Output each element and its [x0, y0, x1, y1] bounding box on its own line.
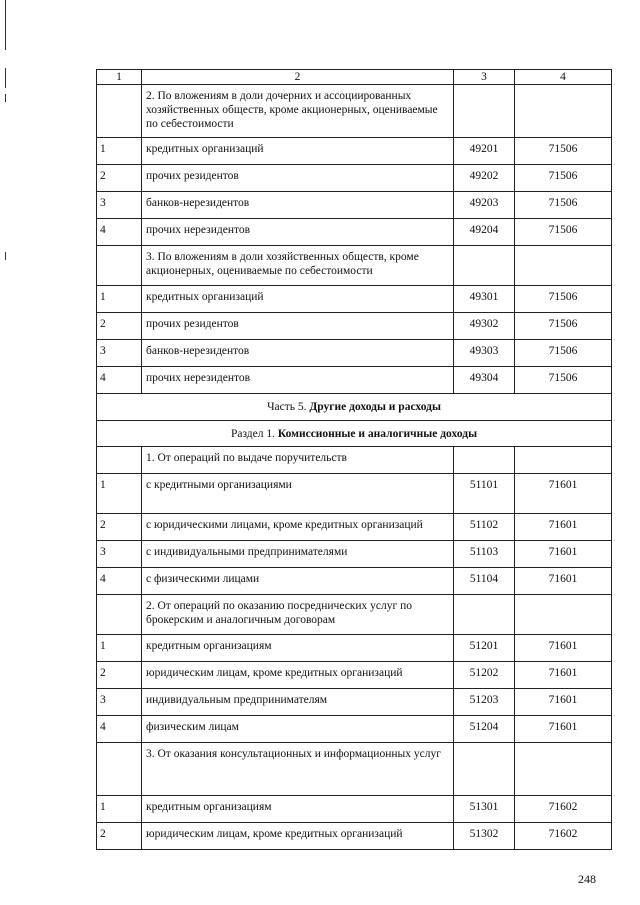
item-name-cell: банков-нерезидентов: [142, 192, 454, 219]
table-row: [97, 340, 612, 367]
symbol-cell: 71601: [515, 662, 612, 689]
code-cell: 49303: [454, 340, 515, 367]
symbol-cell: 71601: [515, 541, 612, 568]
group-title-cell: 3. По вложениям в доли хозяйственных обществ, кроме акционерных, оцениваемые по себестоимости: [142, 246, 454, 286]
scan-margin-mark: [5, 94, 6, 102]
code-cell: 51201: [454, 635, 515, 662]
scan-margin-mark: [5, 252, 6, 260]
table-row: [97, 192, 612, 219]
group-title-cell: 3. От оказания консультационных и информационных услуг: [142, 743, 454, 796]
code-cell: 49301: [454, 286, 515, 313]
symbol-cell: 71506: [515, 286, 612, 313]
symbol-cell: 71602: [515, 796, 612, 823]
account-table-body: [97, 70, 612, 850]
section-heading-title: Комиссионные и аналогичные доходы: [277, 427, 478, 440]
symbol-cell: 71601: [515, 474, 612, 514]
row-number-cell: 2: [97, 823, 142, 850]
item-name-cell: кредитных организаций: [142, 138, 454, 165]
row-number-cell: [97, 246, 142, 286]
table-row: [97, 514, 612, 541]
symbol-cell: 71506: [515, 138, 612, 165]
row-number-cell: [97, 595, 142, 635]
section-heading-prefix: Раздел 1.: [230, 427, 278, 440]
symbol-cell: [515, 246, 612, 286]
row-number-cell: 4: [97, 716, 142, 743]
scan-margin-mark: [5, 68, 6, 88]
group-heading-row: [97, 743, 612, 796]
group-title-cell: 1. От операций по выдаче поручительств: [142, 447, 454, 474]
row-number-cell: 3: [97, 689, 142, 716]
item-name-cell: с юридическими лицами, кроме кредитных организаций: [142, 514, 454, 541]
code-cell: 49203: [454, 192, 515, 219]
symbol-cell: 71506: [515, 219, 612, 246]
code-cell: [454, 447, 515, 474]
code-cell: 51102: [454, 514, 515, 541]
item-name-cell: с кредитными организациями: [142, 474, 454, 514]
item-name-cell: физическим лицам: [142, 716, 454, 743]
item-name-cell: индивидуальным предпринимателям: [142, 689, 454, 716]
column-1-header: 1: [97, 70, 142, 85]
code-cell: 51103: [454, 541, 515, 568]
symbol-cell: [515, 595, 612, 635]
group-heading-row: [97, 85, 612, 138]
section-heading-row: [97, 421, 612, 447]
symbol-cell: 71601: [515, 635, 612, 662]
table-row: [97, 165, 612, 192]
table-row: [97, 541, 612, 568]
row-number-cell: 2: [97, 514, 142, 541]
code-cell: 51204: [454, 716, 515, 743]
item-name-cell: юридическим лицам, кроме кредитных организаций: [142, 662, 454, 689]
code-cell: [454, 85, 515, 138]
row-number-cell: 3: [97, 340, 142, 367]
item-name-cell: кредитным организациям: [142, 635, 454, 662]
table-row: [97, 367, 612, 394]
code-cell: 51202: [454, 662, 515, 689]
symbol-cell: 71506: [515, 165, 612, 192]
code-cell: 51302: [454, 823, 515, 850]
item-name-cell: прочих нерезидентов: [142, 219, 454, 246]
section-heading-prefix: Часть 5.: [267, 401, 310, 413]
group-title-cell: 2. По вложениям в доли дочерних и ассоциированных хозяйственных обществ, кроме акционерных, оцениваемые по себестоимости: [142, 85, 454, 138]
item-name-cell: банков-нерезидентов: [142, 340, 454, 367]
column-3-header: 3: [454, 70, 515, 85]
table-row: [97, 796, 612, 823]
section-heading-cell: [97, 421, 612, 447]
row-number-cell: 2: [97, 165, 142, 192]
item-name-cell: кредитных организаций: [142, 286, 454, 313]
code-cell: [454, 595, 515, 635]
section-heading-cell: [97, 394, 612, 421]
column-number-header: [97, 70, 612, 85]
row-number-cell: 1: [97, 138, 142, 165]
row-number-cell: 1: [97, 635, 142, 662]
column-2-header: 2: [142, 70, 454, 85]
table-row: [97, 716, 612, 743]
item-name-cell: прочих резидентов: [142, 313, 454, 340]
row-number-cell: 2: [97, 313, 142, 340]
symbol-cell: 71506: [515, 192, 612, 219]
row-number-cell: 3: [97, 192, 142, 219]
group-heading-row: [97, 595, 612, 635]
section-heading-row: [97, 394, 612, 421]
symbol-cell: 71602: [515, 823, 612, 850]
table-row: [97, 474, 612, 514]
table-row: [97, 823, 612, 850]
row-number-cell: 1: [97, 796, 142, 823]
table-row: [97, 286, 612, 313]
group-title-cell: 2. От операций по оказанию посреднических услуг по брокерским и аналогичным договорам: [142, 595, 454, 635]
symbol-cell: 71506: [515, 367, 612, 394]
row-number-cell: 4: [97, 219, 142, 246]
table-row: [97, 662, 612, 689]
symbol-cell: 71601: [515, 568, 612, 595]
row-number-cell: [97, 447, 142, 474]
row-number-cell: 1: [97, 286, 142, 313]
row-number-cell: 2: [97, 662, 142, 689]
row-number-cell: [97, 743, 142, 796]
item-name-cell: с физическими лицами: [142, 568, 454, 595]
row-number-cell: 4: [97, 367, 142, 394]
row-number-cell: 3: [97, 541, 142, 568]
code-cell: 49302: [454, 313, 515, 340]
table-row: [97, 635, 612, 662]
code-cell: 51104: [454, 568, 515, 595]
code-cell: [454, 743, 515, 796]
group-heading-row: [97, 447, 612, 474]
table-row: [97, 568, 612, 595]
row-number-cell: 1: [97, 474, 142, 514]
symbol-cell: 71601: [515, 689, 612, 716]
code-cell: 51101: [454, 474, 515, 514]
code-cell: 51301: [454, 796, 515, 823]
item-name-cell: прочих нерезидентов: [142, 367, 454, 394]
symbol-cell: [515, 743, 612, 796]
table-row: [97, 313, 612, 340]
symbol-cell: [515, 85, 612, 138]
symbol-cell: 71601: [515, 716, 612, 743]
section-heading-title: Другие доходы и расходы: [309, 401, 441, 413]
page-number: 248: [578, 872, 596, 886]
table-row: [97, 219, 612, 246]
code-cell: [454, 246, 515, 286]
code-cell: 49304: [454, 367, 515, 394]
group-heading-row: [97, 246, 612, 286]
row-number-cell: [97, 85, 142, 138]
code-cell: 49201: [454, 138, 515, 165]
table-row: [97, 138, 612, 165]
symbol-cell: 71601: [515, 514, 612, 541]
table-row: [97, 689, 612, 716]
item-name-cell: юридическим лицам, кроме кредитных организаций: [142, 823, 454, 850]
code-cell: 49204: [454, 219, 515, 246]
account-table: [96, 69, 612, 850]
code-cell: 51203: [454, 689, 515, 716]
symbol-cell: 71506: [515, 313, 612, 340]
code-cell: 49202: [454, 165, 515, 192]
row-number-cell: 4: [97, 568, 142, 595]
item-name-cell: кредитным организациям: [142, 796, 454, 823]
item-name-cell: с индивидуальными предпринимателями: [142, 541, 454, 568]
symbol-cell: [515, 447, 612, 474]
symbol-cell: 71506: [515, 340, 612, 367]
item-name-cell: прочих резидентов: [142, 165, 454, 192]
column-4-header: 4: [515, 70, 612, 85]
scan-margin-mark: [5, 0, 6, 50]
